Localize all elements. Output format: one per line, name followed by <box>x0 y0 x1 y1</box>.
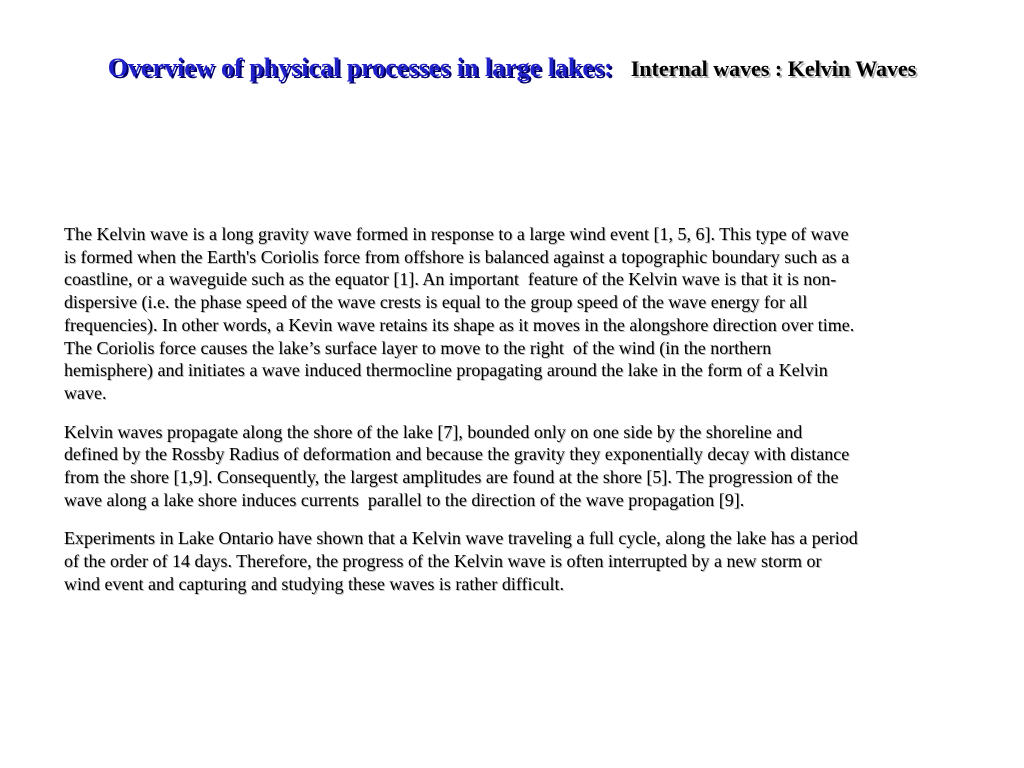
paragraph-kelvin-wave-definition: The Kelvin wave is a long gravity wave formed in response to a large wind event [1, 5, 6]. This type of wave is formed when the Earth's Coriolis force from offshore is balanced against a topographic boundary such as a coastline, or a waveguide such as the equator [1]. An important feature of the Kelvin wave is that it is non- dispersive (i.e. the phase speed of the wave crests is equal to the group speed of the wave energy for all frequencies). In other words, a Kevin wave retains its shape as it moves in the alongshore direction over time. The Coriolis force causes the lake’s surface layer to move to the right of the wind (in the northern hemisphere) and initiates a wave induced thermocline propagating around the lake in the form of a Kelvin wave. <box>64 224 855 403</box>
paragraph-lake-ontario-experiments: Experiments in Lake Ontario have shown that a Kelvin wave traveling a full cycle, along the lake has a period of the order of 14 days. Therefore, the progress of the Kelvin wave is often interrupted by a new storm or wind event and capturing and studying these waves is rather difficult. <box>64 528 858 594</box>
title-main: Overview of physical processes in large lakes: <box>107 53 613 82</box>
body-text-block <box>64 223 1014 596</box>
title-subtitle: Internal waves : Kelvin Waves <box>630 56 917 81</box>
paragraph-kelvin-wave-propagation: Kelvin waves propagate along the shore of the lake [7], bounded only on one side by the shoreline and defined by the Rossby Radius of deformation and because the gravity they exponentially decay with distance from the shore [1,9]. Consequently, the largest amplitudes are found at the shore [5]. The progression of the wave along a lake shore induces currents parallel to the direction of the wave propagation [9]. <box>64 421 850 510</box>
page-title <box>0 0 1024 83</box>
